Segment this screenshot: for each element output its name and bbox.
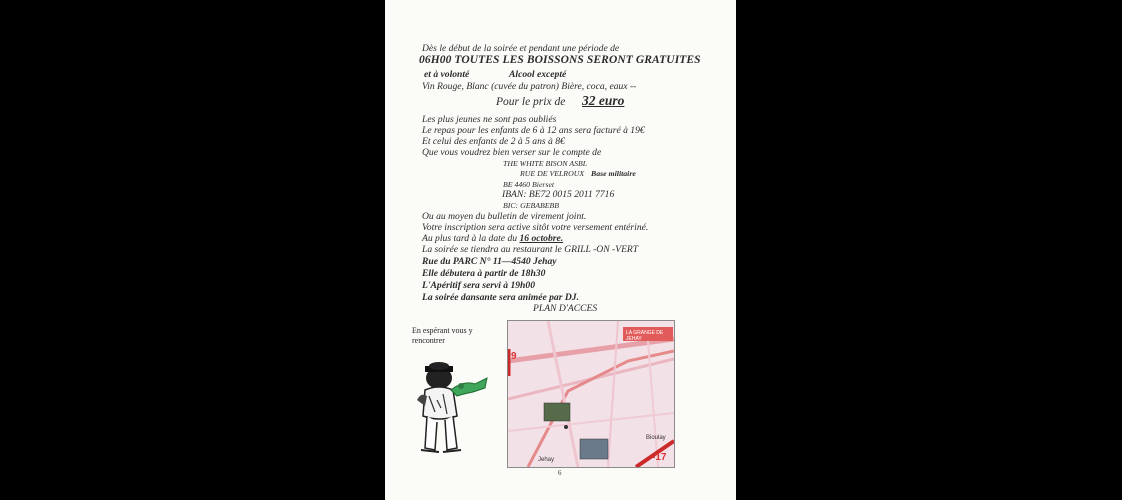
intro-line: Dès le début de la soirée et pendant une période de — [422, 43, 620, 54]
page-number: 6 — [558, 469, 562, 477]
price-label: Pour le prix de — [496, 96, 566, 108]
alcohol-excepted-line: Alcool excepté — [509, 69, 567, 80]
bulletin-line: Ou au moyen du bulletin de virement joint. — [422, 211, 587, 222]
map-road-9: 9 — [511, 351, 517, 362]
inscription-line: Votre inscription sera active sitôt votre versement entériné. — [422, 222, 649, 233]
caption-line-2: rencontrer — [412, 336, 445, 345]
map-label-bioulay: Bioulay — [646, 435, 666, 441]
deadline-line — [422, 233, 563, 244]
map-road-17: -17 — [652, 452, 667, 463]
account-name: THE WHITE BISON ASBL — [503, 159, 588, 168]
account-bic: BIC: GEBABEBB — [503, 201, 560, 210]
map-drawing — [508, 321, 674, 467]
drinks-list-line: Vin Rouge, Blanc (cuvée du patron) Bière, coca, eaux -- — [422, 81, 637, 92]
children-meal-line: Le repas pour les enfants de 6 à 12 ans sera facturé à 19€ — [422, 125, 645, 136]
price-value: 32 euro — [582, 93, 625, 108]
start-time-line: Elle débutera à partir de 18h30 — [422, 268, 546, 279]
address-line: Rue du PARC N° 11—4540 Jehay — [422, 256, 557, 267]
account-city: BE 4460 Bierset — [503, 180, 555, 189]
dj-line: La soirée dansante sera animée par DJ. — [422, 292, 579, 303]
caption-line-1: En espérant vous y — [412, 326, 473, 335]
account-street: RUE DE VELROUX — [520, 169, 585, 178]
toddlers-line: Et celui des enfants de 2 à 5 ans à 8€ — [422, 136, 565, 147]
access-map — [507, 320, 675, 468]
account-iban: IBAN: BE72 0015 2011 7716 — [502, 189, 615, 200]
deadline-text: Au plus tard à la date du — [422, 233, 518, 244]
document-page — [385, 0, 736, 500]
access-plan-title: PLAN D'ACCES — [533, 303, 598, 314]
map-label-jehay: Jehay — [538, 457, 555, 463]
at-will-line: et à volonté — [424, 69, 470, 80]
account-base: Base militaire — [591, 169, 636, 178]
map-label-grange: LA GRANGE DE JEHAY — [626, 330, 664, 342]
venue-line: La soirée se tiendra au restaurant le GRILL -ON -VERT — [422, 244, 639, 255]
closing-caption — [412, 326, 473, 346]
free-drinks-line: 06H00 TOUTES LES BOISSONS SERONT GRATUITES — [419, 54, 701, 66]
cowboy-illustration — [411, 356, 495, 456]
transfer-line: Que vous voudrez bien verser sur le compte de — [422, 147, 602, 158]
young-line: Les plus jeunes ne sont pas oubliés — [422, 114, 557, 125]
aperitif-line: L'Apéritif sera servi à 19h00 — [422, 280, 535, 291]
deadline-date: 16 octobre. — [519, 233, 564, 244]
